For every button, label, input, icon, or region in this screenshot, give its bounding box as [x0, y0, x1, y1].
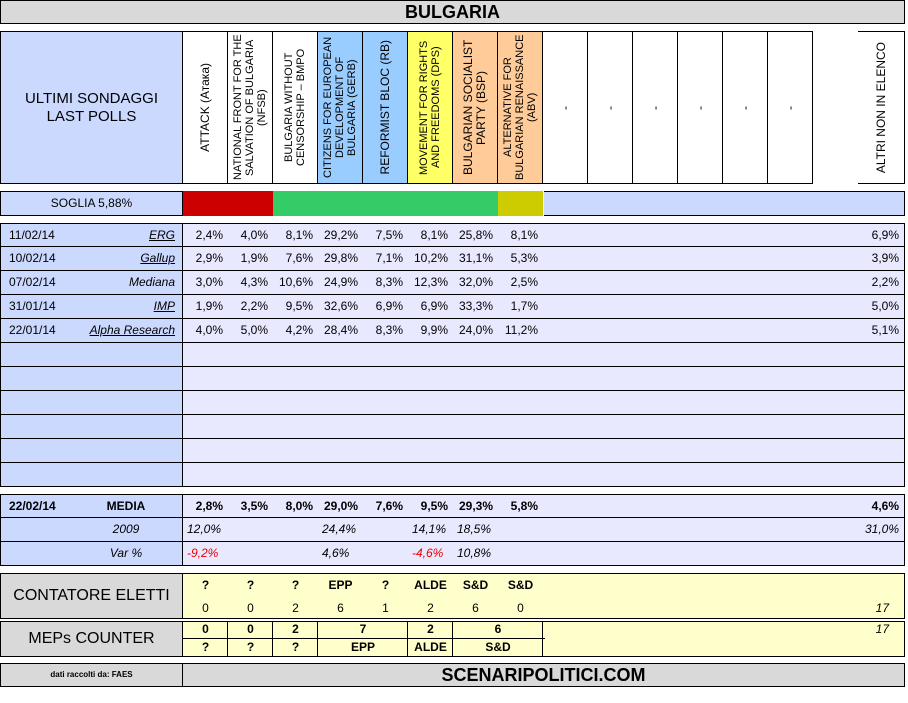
poll-row-label [0, 463, 183, 487]
party-header-10 [633, 31, 678, 184]
var-value: 10,8% [457, 546, 492, 560]
party-header-13 [768, 31, 813, 184]
poll-row-label [0, 271, 183, 295]
elected-group: S&D [462, 578, 489, 592]
elected-seats: 6 [472, 601, 479, 615]
poll-value: 4,3% [240, 275, 268, 289]
meps-divider [183, 638, 545, 639]
threshold-bar-3 [318, 191, 363, 216]
header-line-2: LAST POLLS [46, 107, 137, 125]
poll-value: 31,1% [458, 251, 493, 265]
site-name[interactable]: SCENARIPOLITICI.COM [183, 663, 905, 687]
poll-row-label [0, 295, 183, 319]
poll-value: 25,8% [458, 228, 493, 242]
poll-value-others: 5,1% [871, 323, 899, 337]
var-label: Var % [109, 546, 143, 560]
party-name: - [557, 105, 572, 110]
poll-value: 10,2% [413, 251, 448, 265]
elected-group: S&D [507, 578, 534, 592]
poll-value: 6,9% [420, 299, 448, 313]
poll-value: 32,6% [323, 299, 358, 313]
meps-total: 0 [247, 622, 254, 636]
y2009-value: 12,0% [187, 522, 222, 536]
party-name: MOVEMENT FOR RIGHTS AND FREEDOMS (DPS) [418, 40, 442, 175]
poll-institute[interactable]: ERG [148, 228, 175, 242]
poll-value: 7,6% [285, 251, 313, 265]
poll-value: 9,5% [285, 299, 313, 313]
poll-value: 2,2% [240, 299, 268, 313]
table-row [183, 295, 905, 319]
poll-value: 8,1% [420, 228, 448, 242]
elected-others: 17 [875, 601, 889, 615]
threshold-bar-2 [273, 191, 318, 216]
elected-seats: 6 [337, 601, 344, 615]
poll-row-label [0, 343, 183, 367]
var-value: 4,6% [322, 546, 350, 560]
y2009-value: 18,5% [457, 522, 492, 536]
data-credit: dati raccolti da: FAES [0, 663, 183, 687]
poll-institute[interactable]: Alpha Research [89, 323, 175, 337]
party-header-4 [363, 31, 408, 184]
meps-group: ? [201, 640, 210, 654]
poll-value: 1,9% [195, 299, 223, 313]
meps-total: 0 [202, 622, 209, 636]
poll-date: 07/02/14 [9, 275, 56, 289]
elected-group: ? [381, 578, 390, 592]
media-value: 29,0% [323, 499, 358, 513]
elected-group: ALDE [414, 578, 447, 592]
table-row [183, 391, 905, 415]
table-row [183, 319, 905, 343]
party-name: BULGARIA WITHOUT CENSORSHIP – BMPO [283, 48, 307, 167]
elected-counter-label: CONTATORE ELETTI [0, 573, 183, 619]
party-name: BULGARIAN SOCIALIST PARTY (BSP) [461, 39, 488, 176]
y2009-label: 2009 [112, 522, 140, 536]
summary-row-label [0, 542, 183, 566]
poll-institute[interactable]: Gallup [140, 251, 175, 265]
header-last-polls [0, 31, 183, 184]
poll-value: 1,7% [510, 299, 538, 313]
poll-value-others: 5,0% [871, 299, 899, 313]
party-name: - [737, 105, 752, 110]
poll-value: 24,0% [458, 323, 493, 337]
party-header-0 [183, 31, 228, 184]
poll-value: 8,1% [510, 228, 538, 242]
elected-seats: 0 [202, 601, 209, 615]
party-name: ALTERNATIVE FOR BULGARIAN RENAISSANCE (ABV) [502, 34, 538, 181]
media-value: 9,5% [420, 499, 448, 513]
poll-value: 29,8% [323, 251, 358, 265]
elected-seats: 0 [247, 601, 254, 615]
threshold-bar-1 [228, 191, 273, 216]
media-value: 2,8% [195, 499, 223, 513]
poll-row-label [0, 367, 183, 391]
poll-value: 12,3% [413, 275, 448, 289]
poll-value: 1,9% [240, 251, 268, 265]
media-value: 29,3% [458, 499, 493, 513]
poll-row-label [0, 223, 183, 247]
poll-row-label [0, 415, 183, 439]
poll-row-label [0, 247, 183, 271]
summary-row-label [0, 494, 183, 518]
party-name: - [692, 105, 707, 110]
elected-seats: 2 [292, 601, 299, 615]
meps-total: 2 [292, 622, 299, 636]
threshold-rest [544, 191, 905, 216]
elected-seats: 0 [517, 601, 524, 615]
party-name: CITIZENS FOR EUROPEAN DEVELOPMENT OF BULGARIA (GERB) [322, 36, 358, 179]
party-name: - [602, 105, 617, 110]
threshold-bar-7 [498, 191, 543, 216]
poll-value: 8,3% [375, 323, 403, 337]
poll-date: 22/01/14 [9, 323, 56, 337]
meps-others: 17 [875, 622, 889, 636]
poll-value: 7,1% [375, 251, 403, 265]
poll-value: 6,9% [375, 299, 403, 313]
party-header-2 [273, 31, 318, 184]
meps-group: ? [291, 640, 300, 654]
elected-seats: 2 [427, 601, 434, 615]
elected-group: EPP [328, 578, 353, 592]
y2009-value: 14,1% [412, 522, 447, 536]
poll-row-label [0, 439, 183, 463]
media-label: MEDIA [106, 499, 146, 513]
header-line-1: ULTIMI SONDAGGI [24, 89, 159, 107]
poll-value: 24,9% [323, 275, 358, 289]
poll-value: 5,3% [510, 251, 538, 265]
var-value: -4,6% [412, 546, 444, 560]
summary-row [183, 518, 905, 542]
party-header-11 [678, 31, 723, 184]
party-header-1 [228, 31, 273, 184]
summary-row [183, 494, 905, 518]
table-row [183, 223, 905, 247]
party-header-8 [543, 31, 588, 184]
poll-value: 2,5% [510, 275, 538, 289]
y2009-value: 24,4% [322, 522, 357, 536]
party-header-12 [723, 31, 768, 184]
poll-value: 5,0% [240, 323, 268, 337]
poll-value: 11,2% [504, 323, 538, 337]
poll-value: 4,0% [240, 228, 268, 242]
party-header-3 [318, 31, 363, 184]
table-row [183, 367, 905, 391]
media-value: 8,0% [285, 499, 313, 513]
elected-group: ? [246, 578, 255, 592]
table-row [183, 415, 905, 439]
meps-total: 7 [359, 622, 367, 636]
threshold-bar-6 [453, 191, 498, 216]
poll-value: 10,6% [278, 275, 313, 289]
party-header-6 [453, 31, 498, 184]
summary-row [183, 542, 905, 566]
party-name: ATTACK (Атака) [197, 63, 212, 152]
table-row [183, 463, 905, 487]
party-name: - [647, 105, 662, 110]
elected-group: ? [201, 578, 210, 592]
poll-value-others: 2,2% [871, 275, 899, 289]
meps-group: ALDE [414, 640, 447, 654]
party-header-5 [408, 31, 453, 184]
party-header-14 [858, 31, 905, 184]
party-name: - [782, 105, 797, 110]
summary-row-label [0, 518, 183, 542]
meps-group: ? [246, 640, 255, 654]
poll-value: 8,3% [375, 275, 403, 289]
poll-row-label [0, 319, 183, 343]
meps-group: S&D [485, 640, 511, 654]
threshold-bar-0 [183, 191, 228, 216]
poll-value-others: 3,9% [871, 251, 899, 265]
media-date: 22/02/14 [9, 499, 56, 513]
poll-value: 33,3% [458, 299, 493, 313]
table-row [183, 343, 905, 367]
elected-group: ? [291, 578, 300, 592]
poll-value: 4,2% [285, 323, 313, 337]
poll-row-label [0, 391, 183, 415]
poll-value: 29,2% [323, 228, 358, 242]
media-value: 7,6% [375, 499, 403, 513]
elected-seats: 1 [382, 601, 389, 615]
party-header-9 [588, 31, 633, 184]
table-row [183, 271, 905, 295]
table-row [183, 247, 905, 271]
poll-value: 2,9% [195, 251, 223, 265]
meps-counter-label: MEPs COUNTER [0, 621, 183, 657]
media-value-others: 4,6% [871, 499, 899, 513]
poll-date: 31/01/14 [9, 299, 56, 313]
y2009-value-others: 31,0% [864, 522, 899, 536]
party-name: NATIONAL FRONT FOR THE SALVATION OF BULGARIA (NFSB) [232, 34, 268, 181]
poll-value: 7,5% [375, 228, 403, 242]
poll-institute: Mediana [128, 275, 175, 289]
threshold-label: SOGLIA 5,88% [0, 191, 183, 216]
table-row [183, 439, 905, 463]
party-name: ALTRI NON IN ELENCO [873, 41, 888, 174]
poll-date: 11/02/14 [9, 228, 55, 242]
meps-total: 2 [427, 622, 434, 636]
var-value: -9,2% [187, 546, 219, 560]
poll-value: 3,0% [195, 275, 223, 289]
poll-value: 28,4% [323, 323, 358, 337]
poll-value: 9,9% [420, 323, 448, 337]
threshold-bar-5 [408, 191, 453, 216]
party-header-7 [498, 31, 543, 184]
poll-value: 8,1% [285, 228, 313, 242]
poll-value-others: 6,9% [871, 228, 899, 242]
poll-institute[interactable]: IMP [153, 299, 175, 313]
threshold-bar-4 [363, 191, 408, 216]
poll-date: 10/02/14 [9, 251, 56, 265]
meps-total: 6 [494, 622, 502, 636]
party-name: REFORMIST BLOC (RB) [377, 40, 392, 175]
media-value: 3,5% [240, 499, 268, 513]
media-value: 5,8% [510, 499, 538, 513]
poll-value: 4,0% [195, 323, 223, 337]
meps-group: EPP [350, 640, 375, 654]
page-title: BULGARIA [0, 0, 905, 24]
poll-value: 32,0% [458, 275, 493, 289]
poll-value: 2,4% [195, 228, 223, 242]
